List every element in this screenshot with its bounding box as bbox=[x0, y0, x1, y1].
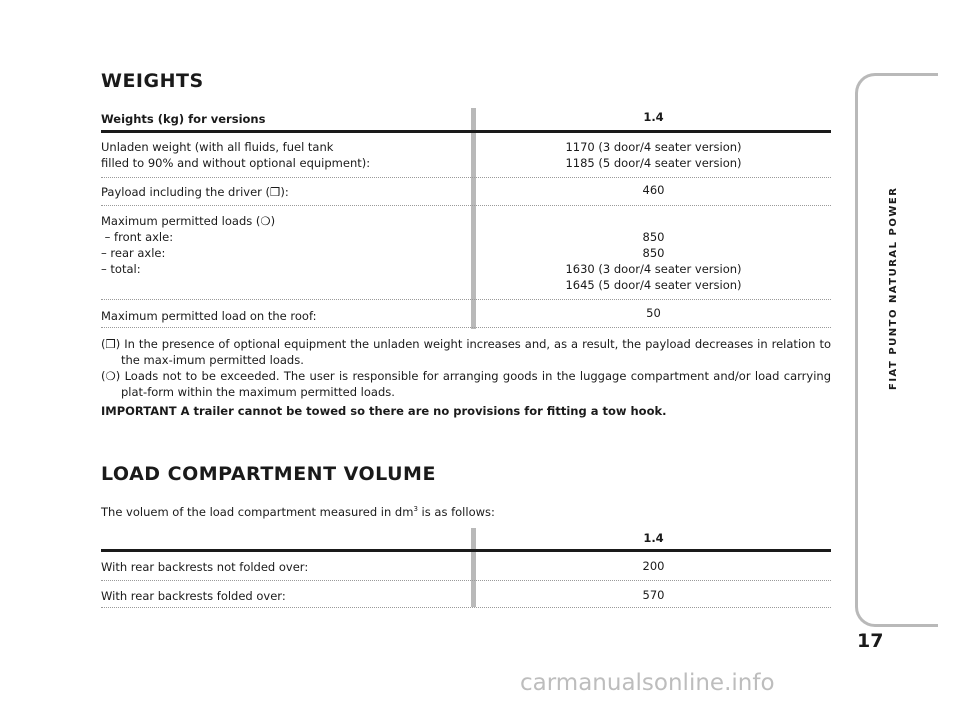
watermark: carmanualsonline.info bbox=[520, 670, 775, 696]
weights-row-label: Maximum permitted load on the roof: bbox=[101, 309, 317, 323]
side-tab-label: FIAT PUNTO NATURAL POWER bbox=[888, 186, 899, 390]
note-optional-equipment: (❒) In the presence of optional equipment the unladen weight increases and, as a result, the payload decreases in relation to the max-imum permitted loads. bbox=[101, 337, 831, 367]
weights-row-label: Payload including the driver (❒): bbox=[101, 185, 289, 199]
row-divider bbox=[101, 607, 831, 608]
weights-row-value: 850 850 1630 (3 door/4 seater version) 1645 (5 door/4 seater version) bbox=[565, 230, 742, 292]
weights-table-header-right: 1.4 bbox=[643, 110, 664, 124]
load-table-header-right: 1.4 bbox=[643, 531, 664, 545]
weights-row-label: Maximum permitted loads (❍) – front axle: – rear axle: – total: bbox=[101, 214, 276, 276]
page-number: 17 bbox=[857, 630, 884, 652]
weights-row-label: Unladen weight (with all fluids, fuel tank filled to 90% and without optional equipment): bbox=[101, 140, 371, 170]
weights-table-header-left: Weights (kg) for versions bbox=[101, 112, 266, 126]
weights-header-rule bbox=[101, 130, 831, 133]
row-divider bbox=[101, 205, 831, 206]
row-divider bbox=[101, 327, 831, 328]
important-note: IMPORTANT A trailer cannot be towed so there are no provisions for fitting a tow hook. bbox=[101, 404, 667, 418]
load-row-label: With rear backrests folded over: bbox=[101, 589, 286, 603]
load-intro: The voluem of the load compartment measured in $dm^3$ is as follows: bbox=[101, 504, 495, 519]
weights-row-value: 1170 (3 door/4 seater version) 1185 (5 door/4 seater version) bbox=[565, 140, 742, 170]
row-divider bbox=[101, 580, 831, 581]
load-heading: LOAD COMPARTMENT VOLUME bbox=[101, 463, 436, 485]
row-divider bbox=[101, 177, 831, 178]
weights-heading: WEIGHTS bbox=[101, 70, 204, 92]
load-row-label: With rear backrests not folded over: bbox=[101, 560, 309, 574]
weights-row-value: 460 bbox=[642, 183, 665, 197]
weights-notes bbox=[101, 336, 831, 419]
load-header-rule bbox=[101, 549, 831, 552]
row-divider bbox=[101, 299, 831, 300]
load-row-value: 200 bbox=[642, 559, 665, 573]
note-max-loads: (❍) Loads not to be exceeded. The user is responsible for arranging goods in the luggage compartment and/or load carrying plat-form within the maximum permitted loads. bbox=[101, 369, 831, 399]
weights-row-value: 50 bbox=[646, 306, 661, 320]
load-row-value: 570 bbox=[642, 588, 665, 602]
